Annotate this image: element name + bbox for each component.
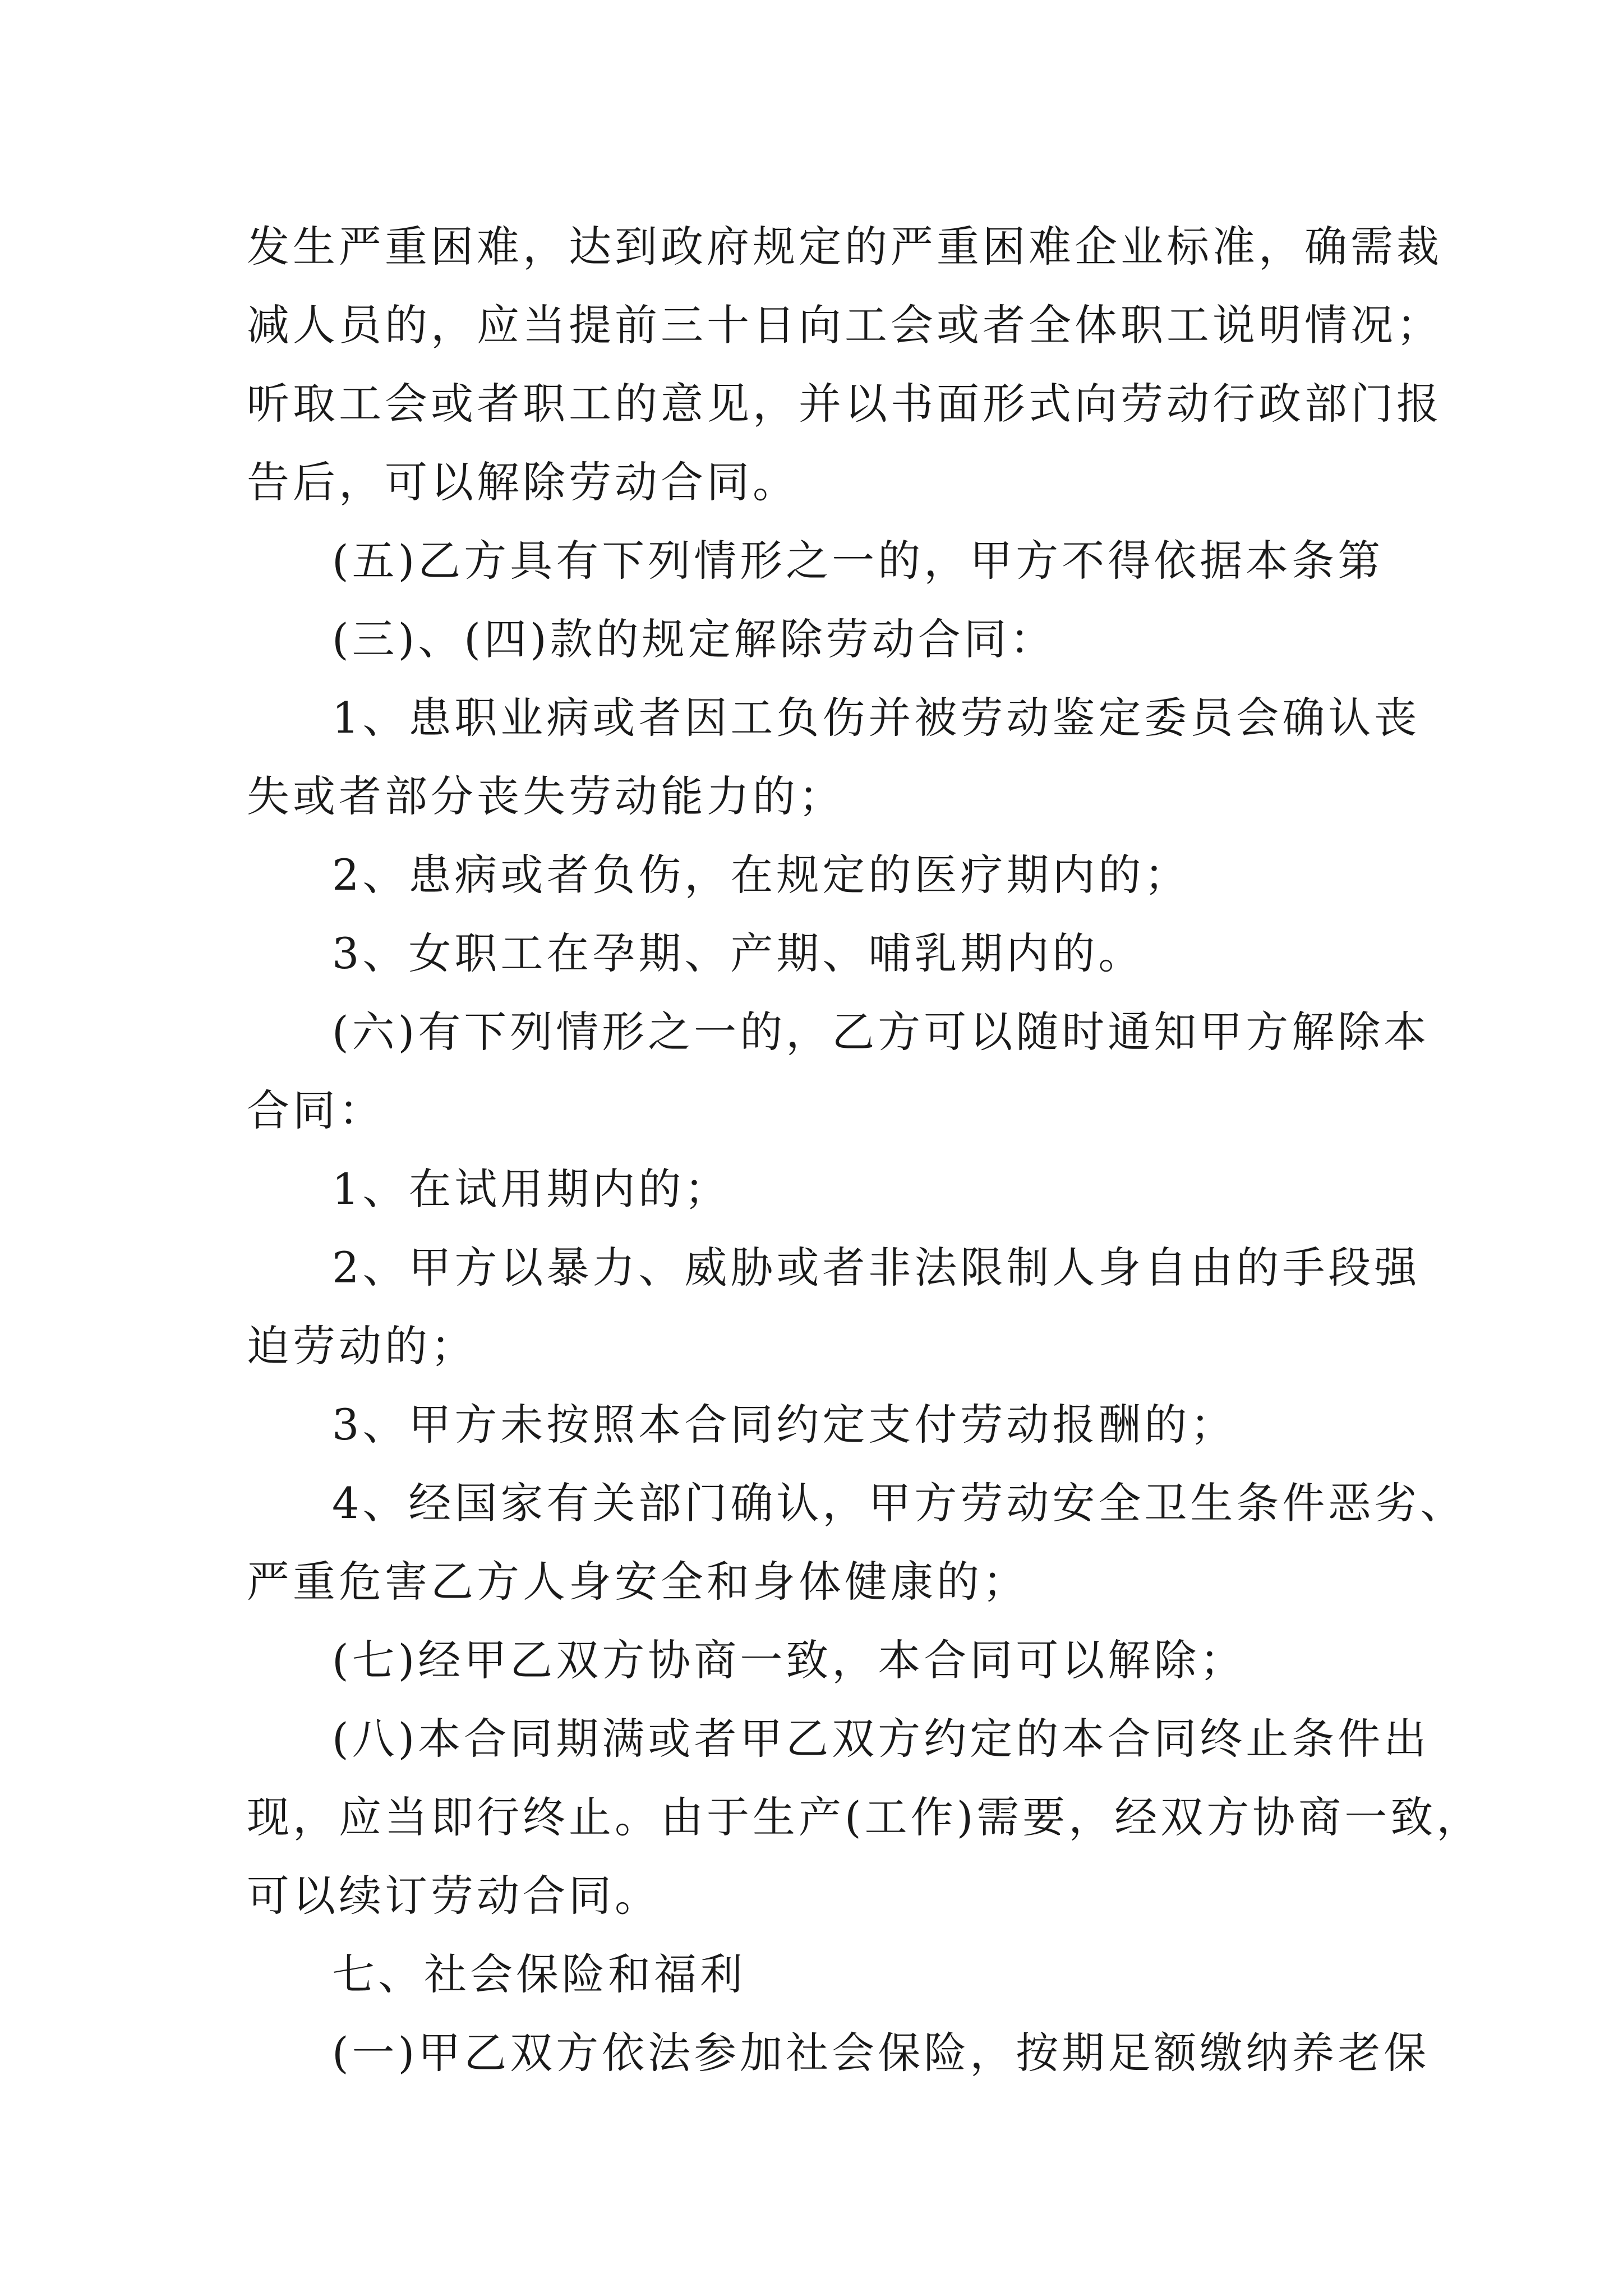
text-line: 可以续订劳动合同。 — [247, 1871, 661, 1921]
section-heading: 七、社会保险和福利 — [332, 1949, 746, 1999]
text-line: (三)、(四)款的规定解除劳动合同： — [332, 614, 1056, 664]
text-line: 3、甲方未按照本合同约定支付劳动报酬的； — [332, 1400, 1237, 1450]
text-line: 失或者部分丧失劳动能力的； — [247, 771, 845, 821]
text-line: (七)经甲乙双方协商一致，本合同可以解除； — [332, 1635, 1246, 1685]
text-line: (一)甲乙双方依法参加社会保险，按期足额缴纳养老保 — [332, 2028, 1430, 2078]
text-line: 2、患病或者负伤，在规定的医疗期内的； — [332, 850, 1191, 900]
text-line: 迫劳动的； — [247, 1321, 477, 1371]
text-line: 发生严重困难，达到政府规定的严重困难企业标准，确需裁 — [247, 222, 1442, 272]
text-line: 减人员的，应当提前三十日向工会或者全体职工说明情况； — [247, 300, 1442, 350]
text-line: 1、在试用期内的； — [332, 1164, 731, 1214]
text-line: 1、患职业病或者因工负伤并被劳动鉴定委员会确认丧 — [332, 693, 1421, 743]
text-line: 2、甲方以暴力、威胁或者非法限制人身自由的手段强 — [332, 1243, 1421, 1292]
text-line: (五)乙方具有下列情形之一的，甲方不得依据本条第 — [332, 536, 1384, 586]
text-line: 告后，可以解除劳动合同。 — [247, 457, 799, 507]
text-line: 严重危害乙方人身安全和身体健康的； — [247, 1557, 1029, 1607]
text-line: 3、女职工在孕期、产期、哺乳期内的。 — [332, 928, 1145, 978]
text-line: (八)本合同期满或者甲乙双方约定的本合同终止条件出 — [332, 1714, 1430, 1764]
text-line: 合同： — [247, 1085, 385, 1135]
text-line: 听取工会或者职工的意见，并以书面形式向劳动行政部门报 — [247, 379, 1442, 429]
document-body — [247, 208, 1483, 2092]
text-line: (六)有下列情形之一的，乙方可以随时通知甲方解除本 — [332, 1007, 1430, 1057]
text-line: 4、经国家有关部门确认，甲方劳动安全卫生条件恶劣、 — [332, 1478, 1467, 1528]
text-line: 现，应当即行终止。由于生产(工作)需要，经双方协商一致， — [247, 1792, 1483, 1842]
